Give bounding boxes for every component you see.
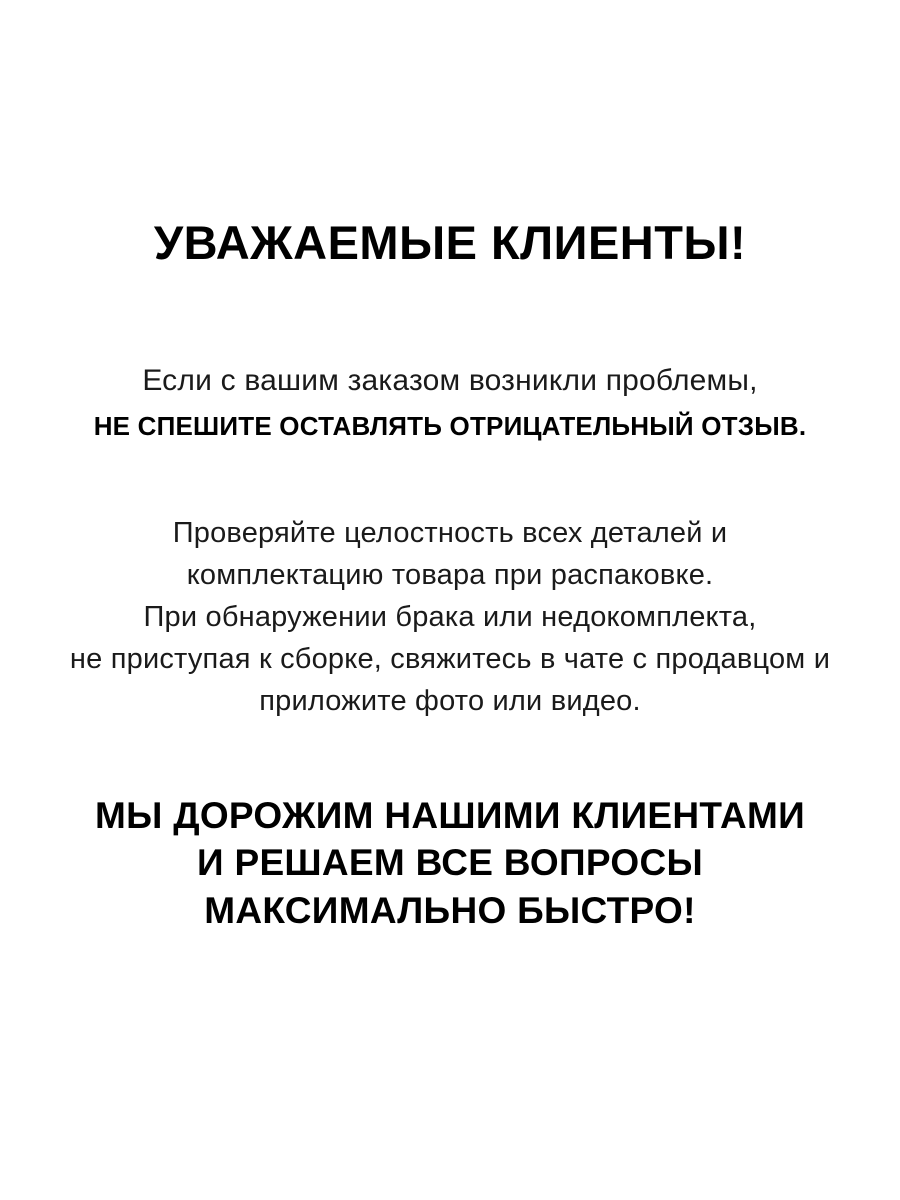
- instruction-line: не приступая к сборке, свяжитесь в чате с продавцом и: [69, 642, 831, 675]
- instruction-line: приложите фото или видео.: [259, 685, 641, 718]
- intro-line-1: Если с вашим заказом возникли проблемы,: [142, 363, 758, 397]
- instructions-block: [40, 512, 860, 722]
- closing-line: МАКСИМАЛЬНО БЫСТРО!: [204, 889, 696, 931]
- intro-block: [40, 361, 860, 444]
- closing-block: [40, 792, 860, 934]
- page-title: УВАЖАЕМЫЕ КЛИЕНТЫ!: [153, 216, 747, 269]
- instruction-line: Проверяйте целостность всех деталей и: [172, 516, 728, 549]
- closing-line: МЫ ДОРОЖИМ НАШИМИ КЛИЕНТАМИ: [94, 795, 806, 837]
- instruction-line: При обнаружении брака или недокомплекта,: [143, 600, 757, 633]
- instruction-line: комплектацию товара при распаковке.: [186, 558, 714, 591]
- closing-line: И РЕШАЕМ ВСЕ ВОПРОСЫ: [197, 842, 703, 884]
- intro-line-2-warning: НЕ СПЕШИТЕ ОСТАВЛЯТЬ ОТРИЦАТЕЛЬНЫЙ ОТЗЫВ.: [93, 411, 807, 442]
